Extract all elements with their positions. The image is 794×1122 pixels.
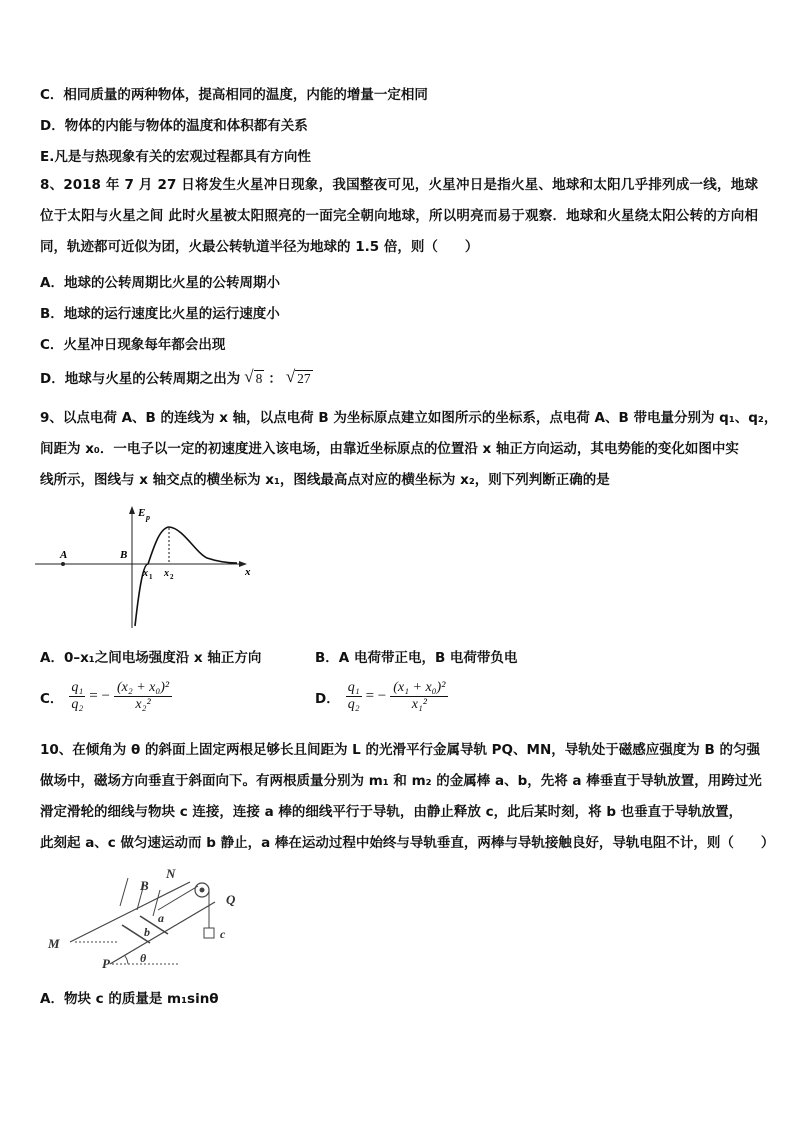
field-arrow-1: [120, 878, 128, 906]
q8-option-c: C．火星冲日现象每年都会出现: [40, 337, 226, 353]
q10-stem-line-1: 10、在倾角为 θ 的斜面上固定两根足够长且间距为 L 的光滑平行金属导轨 PQ、MN，导轨处于磁感应强度为 B 的匀强: [40, 742, 760, 758]
x2-tick-label: x: [164, 568, 169, 579]
label-theta: θ: [140, 951, 147, 965]
y-axis-label: E: [138, 507, 146, 519]
y-axis-arrow: [129, 506, 135, 514]
q8-option-d-text: D．地球与火星的公转周期之出为: [40, 371, 241, 387]
q9-c-rhs-fraction: $\frac{\text{(x₂ + x₀)²}}{\text{x₂²}}$: [114, 680, 172, 713]
q9-option-b: B．A 电荷带正电，B 电荷带负电: [315, 650, 518, 666]
label-m: M: [48, 936, 60, 951]
x2-tick-sub: 2: [170, 573, 174, 581]
q9-stem-line-1: 9、以点电荷 A、B 的连线为 x 轴，以点电荷 B 为坐标原点建立如图所示的坐标系，点电荷 A、B 带电量分别为 q₁、q₂，: [40, 410, 778, 426]
q7-option-d: D．物体的内能与物体的温度和体积都有关系: [40, 118, 308, 134]
q7-option-c: C．相同质量的两种物体，提高相同的温度，内能的增量一定相同: [40, 87, 428, 103]
sqrt-27: √ 27: [285, 367, 311, 386]
x-axis-label: x: [245, 566, 251, 578]
q8-option-b: B．地球的运行速度比火星的运行速度小: [40, 306, 280, 322]
q10-stem-line-2: 做场中，磁场方向垂直于斜面向下。有两根质量分别为 m₁ 和 m₂ 的金属棒 a、b，先将 a 棒垂直于导轨放置，用跨过光: [40, 773, 762, 789]
sqrt-8: √ 8: [244, 367, 263, 386]
q10-stem-line-4: 此刻起 a、c 做匀速运动而 b 静止，a 棒在运动过程中始终与导轨垂直，两棒与导轨接触良好，导轨电阻不计，则（ ）: [40, 835, 775, 851]
q9-c-lhs-fraction: $\frac{\text{q₁}}{\text{q₂}}$: [71, 680, 84, 712]
x1-tick-sub: 1: [149, 573, 153, 581]
point-a-label: A: [60, 549, 68, 561]
q9-option-d-label: D．: [315, 690, 340, 707]
label-a: a: [158, 911, 164, 925]
label-b-field: B: [140, 878, 149, 893]
label-c: c: [220, 927, 226, 941]
q9-d-lhs-fraction: $\frac{\text{q₁}}{\text{q₂}}$: [347, 680, 360, 712]
label-n: N: [166, 866, 176, 881]
potential-energy-graph: [35, 500, 260, 630]
q9-c-equals: = −: [89, 688, 110, 704]
q9-option-c: [40, 680, 172, 713]
q7-option-e: E.凡是与热现象有关的宏观过程都具有方向性: [40, 149, 311, 165]
label-p: P: [102, 956, 110, 971]
pulley-axle: [200, 888, 205, 893]
q8-stem: 8、2018 年 7 月 27 日将发生火星冲日现象，我国整夜可见，火星冲日是指火星、地球和太阳几乎排列成一线，地球位于太阳与火星之间 此时火星被太阳照亮的一面完全朝向地球，所以明亮而易于观察．地球和火星绕太阳公转的方向相同，轨迹都可近似为团，火最公转轨道半径为地球的 1.5 倍，则（ ）: [40, 177, 758, 255]
q9-option-c-label: C．: [40, 690, 64, 707]
point-b-label: B: [120, 549, 128, 561]
label-b-bar: b: [144, 925, 150, 939]
rail-mn: [70, 882, 190, 942]
q8-option-d: [40, 367, 313, 387]
q9-d-rhs-fraction: $\frac{\text{(x₁ + x₀)²}}{\text{x₁²}}$: [390, 680, 448, 713]
q10-option-a: A．物块 c 的质量是 m₁sinθ: [40, 991, 219, 1007]
block-c: [204, 928, 214, 938]
point-a-marker: [61, 562, 65, 566]
q10-stem-line-3: 滑定滑轮的细线与物块 c 连接，连接 a 棒的细线平行于导轨，由静止释放 c，此后某时刻，将 b 也垂直于导轨放置，: [40, 804, 743, 820]
inclined-rails-figure: [40, 858, 255, 978]
q9-option-a: A．0–x₁之间电场强度沿 x 轴正方向: [40, 650, 262, 666]
q9-d-equals: = −: [365, 688, 387, 704]
label-q: Q: [226, 892, 236, 907]
q9-option-d: [315, 680, 448, 713]
x1-tick-label: x: [143, 568, 148, 579]
q8-option-a: A．地球的公转周期比火星的公转周期小: [40, 275, 280, 291]
string-to-pulley: [158, 886, 198, 910]
ratio-colon: ：: [268, 371, 282, 387]
q9-stem-line-3: 线所示，图线与 x 轴交点的横坐标为 x₁，图线最高点对应的横坐标为 x₂，则下列判断正确的是: [40, 472, 610, 488]
q9-stem-line-2: 间距为 x₀．一电子以一定的初速度进入该电场，由靠近坐标原点的位置沿 x 轴正方向运动，其电势能的变化如图中实: [40, 441, 739, 457]
angle-arc: [125, 956, 128, 964]
y-axis-label-sub: p: [146, 513, 150, 522]
